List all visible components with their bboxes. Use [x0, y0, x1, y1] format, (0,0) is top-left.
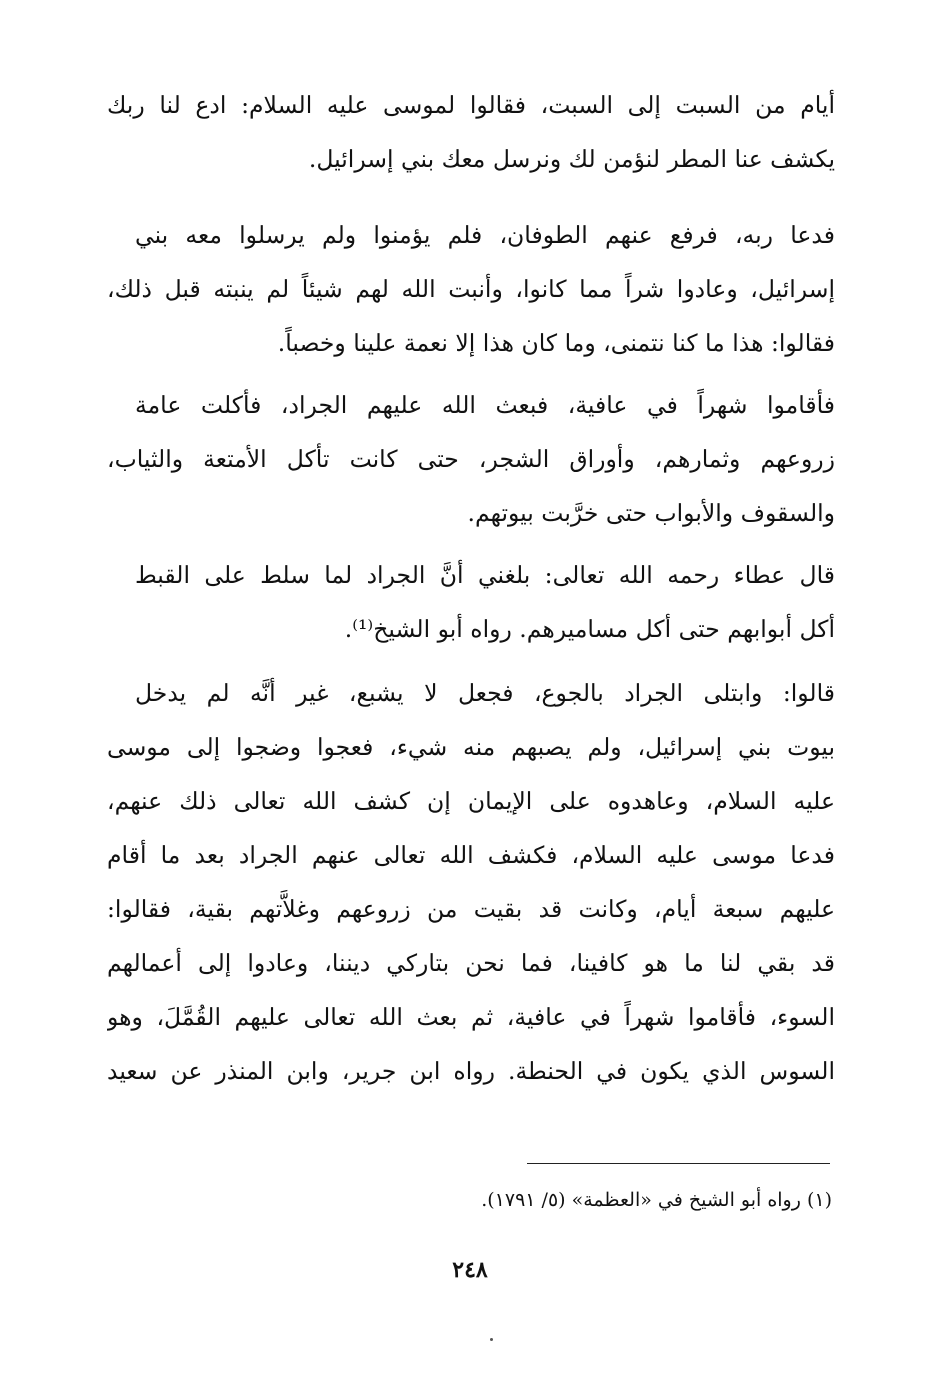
text-line: السوس الذي يكون في الحنطة. رواه ابن جرير، وابن المنذر عن سعيد — [107, 1057, 835, 1085]
text-line: قد بقي لنا ما هو كافينا، فما نحن بتاركي ديننا، وعادوا إلى أعمالهم — [107, 949, 835, 977]
text-line: زروعهم وثمارهم، وأوراق الشجر، حتى كانت تأكل الأمتعة والثياب، — [107, 445, 835, 473]
text-line: فأقاموا شهراً في عافية، فبعث الله عليهم الجراد، فأكلت عامة — [135, 391, 835, 419]
text-line: بيوت بني إسرائيل، ولم يصبهم منه شيء، فعجوا وضجوا إلى موسى — [107, 733, 835, 761]
text-line: قال عطاء رحمه الله تعالى: بلغني أنَّ الجراد لما سلط على القبط — [135, 561, 835, 589]
text-line: فقالوا: هذا ما كنا نتمنى، وما كان هذا إلا نعمة علينا وخصباً. — [277, 329, 835, 357]
text-line: قالوا: وابتلى الجراد بالجوع، فجعل لا يشبع، غير أنَّه لم يدخل — [135, 679, 835, 707]
text-line: أيام من السبت إلى السبت، فقالوا لموسى عليه السلام: ادع لنا ربك — [107, 91, 835, 119]
text-line: عليهم سبعة أيام، وكانت قد بقيت من زروعهم وغلاَّتهم بقية، فقالوا: — [107, 895, 835, 923]
footnote-divider — [527, 1163, 830, 1164]
footnote: (١) رواه أبو الشيخ في «العظمة» (٥/ ١٧٩١). — [481, 1189, 832, 1211]
text-line: والسقوف والأبواب حتى خرَّبت بيوتهم. — [467, 499, 835, 527]
text-line: فدعا ربه، فرفع عنهم الطوفان، فلم يؤمنوا ولم يرسلوا معه بني — [135, 221, 835, 249]
text-line: فدعا موسى عليه السلام، فكشف الله تعالى عنهم الجراد بعد ما أقام — [107, 841, 835, 869]
text-line: السوء، فأقاموا شهراً في عافية، ثم بعث الله تعالى عليهم القُمَّلَ، وهو — [107, 1003, 835, 1031]
scan-speck — [490, 1338, 493, 1341]
page-number: ٢٤٨ — [452, 1257, 488, 1283]
text-line: عليه السلام، وعاهدوه على الإيمان إن كشف الله تعالى ذلك عنهم، — [107, 787, 835, 815]
text-line: يكشف عنا المطر لنؤمن لك ونرسل معك بني إسرائيل. — [308, 145, 835, 173]
text-line: أكل أبوابهم حتى أكل مساميرهم. رواه أبو الشيخ⁽¹⁾. — [344, 615, 835, 643]
text-line: إسرائيل، وعادوا شراً مما كانوا، وأنبت الله لهم شيئاً لم ينبته قبل ذلك، — [107, 275, 835, 303]
